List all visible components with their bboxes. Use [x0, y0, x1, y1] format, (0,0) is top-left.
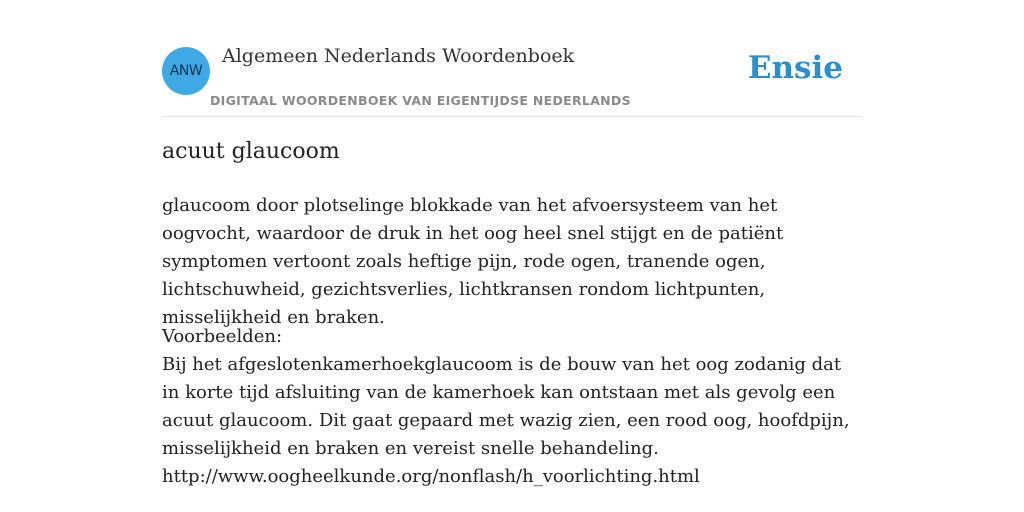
site-title[interactable]: Algemeen Nederlands Woordenboek: [222, 45, 575, 67]
site-header: [162, 0, 862, 117]
anw-logo[interactable]: ANW: [162, 47, 210, 95]
entry-definition: glaucoom door plotselinge blokkade van het afvoersysteem van het oogvocht, waardoor de druk in het oog heel snel stijgt en de patiënt symptomen vertoont zoals heftige pijn, rode ogen, tranende ogen, lichtschuwheid, gezichtsverlies, lichtkransen rondom lichtpunten, misselijkheid en braken.: [162, 195, 784, 328]
examples-heading: Voorbeelden:: [162, 326, 283, 347]
site-subtitle: DIGITAAL WOORDENBOEK VAN EIGENTIJDSE NEDERLANDS: [210, 93, 631, 108]
example-text: Bij het afgeslotenkamerhoekglaucoom is de bouw van het oog zodanig dat in korte tijd afsluiting van de kamerhoek kan ontstaan met als gevolg een acuut glaucoom. Dit gaat gepaard met wazig zien, een rood oog, hoofdpijn, misselijkheid en braken en vereist snelle behandeling.: [162, 354, 850, 459]
ensie-brand-logo[interactable]: Ensie: [747, 50, 843, 86]
page-container: [162, 0, 862, 487]
entry-term: acuut glaucoom: [162, 139, 340, 164]
example-source-url: http://www.oogheelkunde.org/nonflash/h_voorlichting.html: [162, 466, 700, 487]
examples-section: [162, 323, 862, 491]
